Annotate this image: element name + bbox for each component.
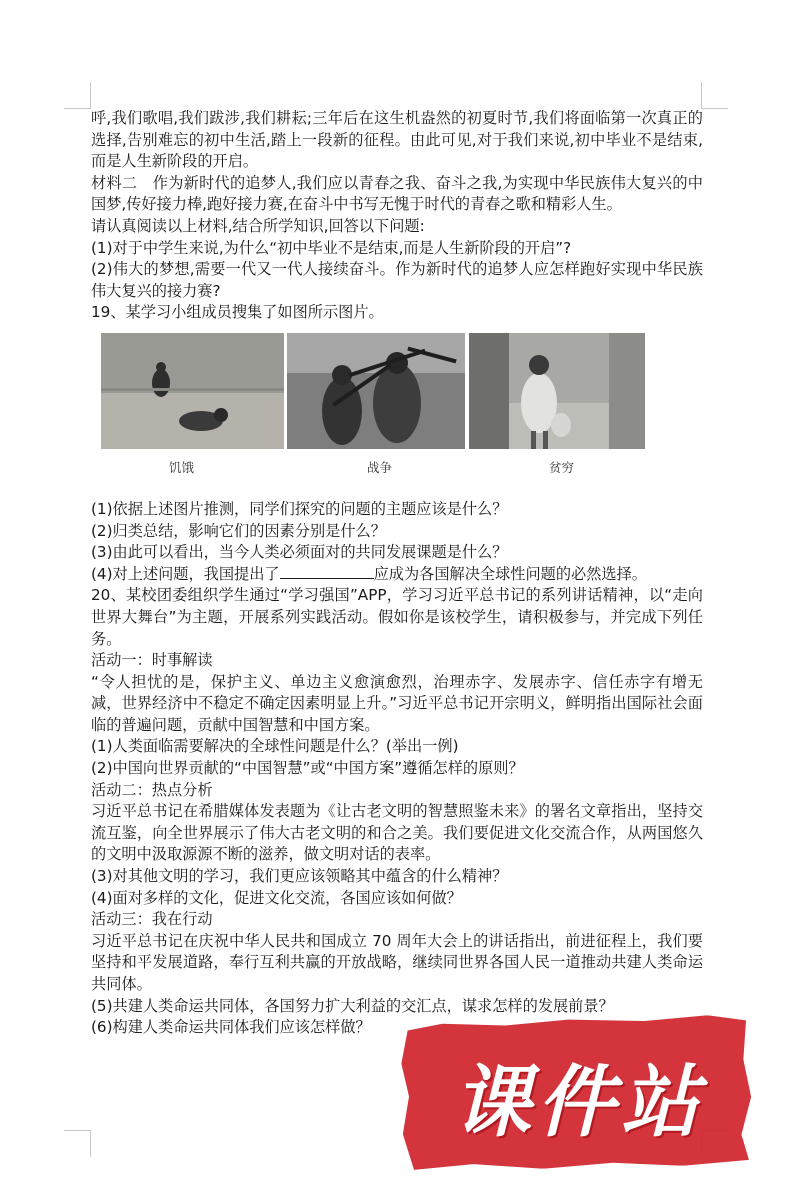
photo-strip [91,333,703,495]
question-19-4-after: 应成为各国解决全球性问题的必然选择。 [373,564,647,583]
caption-poverty: 贫穷 [549,459,575,475]
caption-war: 战争 [367,459,393,475]
watermark-logo: 课件站 [452,1058,705,1148]
paragraph-material-one-end: 呼,我们歌唱,我们跋涉,我们耕耘;三年后在这生机盎然的初夏时节,我们将面临第一次真正的选择,告别难忘的初中生活,踏上一段新的征程。由此可见,对于我们来说,初中毕业不是结束,而是人生新阶段的开启。 [91,109,703,171]
activity-two-heading: 活动二：热点分析 [91,780,213,799]
caption-famine: 饥饿 [169,459,195,475]
question-19-3: (3)由此可以看出，当今人类必须面对的共同发展课题是什么？ [91,543,508,562]
question-20-6: (6)构建人类命运共同体我们应该怎样做？ [91,1018,371,1037]
question-19-4-before: (4)对上述问题，我国提出了 [91,564,280,583]
activity-one-heading: 活动一：时事解读 [91,651,213,670]
paragraph-material-two: 材料二 作为新时代的追梦人,我们应以青春之我、奋斗之我,为实现中华民族伟大复兴的中国梦,传好接力棒,跑好接力赛,在奋斗中书写无愧于时代的青春之歌和精彩人生。 [91,173,703,214]
question-18-1: (1)对于中学生来说,为什么“初中毕业不是结束,而是人生新阶段的开启”? [91,238,572,257]
paragraph-instruction: 请认真阅读以上材料,结合所学知识,回答以下问题: [91,216,425,235]
question-20-3: (3)对其他文明的学习，我们更应该领略其中蕴含的什么精神？ [91,867,508,886]
activity-one-quote: “令人担忧的是，保护主义、单边主义愈演愈烈，治理赤字、发展赤字、信任赤字有增无减，世界经济中不稳定不确定因素明显上升。”习近平总书记开宗明义，鲜明指出国际社会面临的普遍问题，贡献中国智慧和中国方案。 [91,672,703,734]
crop-mark-bottom-left [64,1130,91,1157]
question-18-2: (2)伟大的梦想,需要一代又一代人接续奋斗。作为新时代的追梦人应怎样跑好实现中华民族伟大复兴的接力赛? [91,260,703,300]
activity-two-text: 习近平总书记在希腊媒体发表题为《让古老文明的智慧照鉴未来》的署名文章指出，坚持交流互鉴，向全世界展示了伟大古老文明的和合之美。我们要促进文化交流合作，从两国悠久的文明中汲取源源不断的滋养，做文明对话的表率。 [91,802,703,864]
question-20-stem: 20、某校团委组织学生通过“学习强国”APP，学习习近平总书记的系列讲话精神，以“走向世界大舞台”为主题，开展系列实践活动。假如你是该校学生，请积极参与，并完成下列任务。 [91,586,703,648]
war-photo [287,333,465,449]
activity-three-text: 习近平总书记在庆祝中华人民共和国成立 70 周年大会上的讲话指出，前进征程上，我们要坚持和平发展道路，奉行互利共赢的开放战略，继续同世界各国人民一道推动共建人类命运共同体。 [91,931,703,993]
question-20-2: (2)中国向世界贡献的“中国智慧”或“中国方案”遵循怎样的原则？ [91,759,524,778]
activity-three-heading: 活动三：我在行动 [91,910,213,929]
poverty-photo [469,333,645,449]
crop-mark-top-right [701,82,728,109]
question-19-4 [91,564,703,586]
famine-photo [101,333,284,449]
question-19-stem: 19、某学习小组成员搜集了如图所示图片。 [91,303,384,322]
answer-blank[interactable] [280,564,374,579]
question-20-1: (1)人类面临需要解决的全球性问题是什么？(举出一例) [91,737,459,756]
question-19-2: (2)归类总结，影响它们的因素分别是什么？ [91,521,386,540]
question-20-4: (4)面对多样的文化，促进文化交流，各国应该如何做？ [91,888,462,907]
question-20-5: (5)共建人类命运共同体，各国努力扩大利益的交汇点，谋求怎样的发展前景？ [91,996,614,1015]
document-page [91,108,703,1039]
question-19-1: (1)依据上述图片推测，同学们探究的问题的主题应该是什么？ [91,499,508,518]
crop-mark-top-left [64,82,91,109]
